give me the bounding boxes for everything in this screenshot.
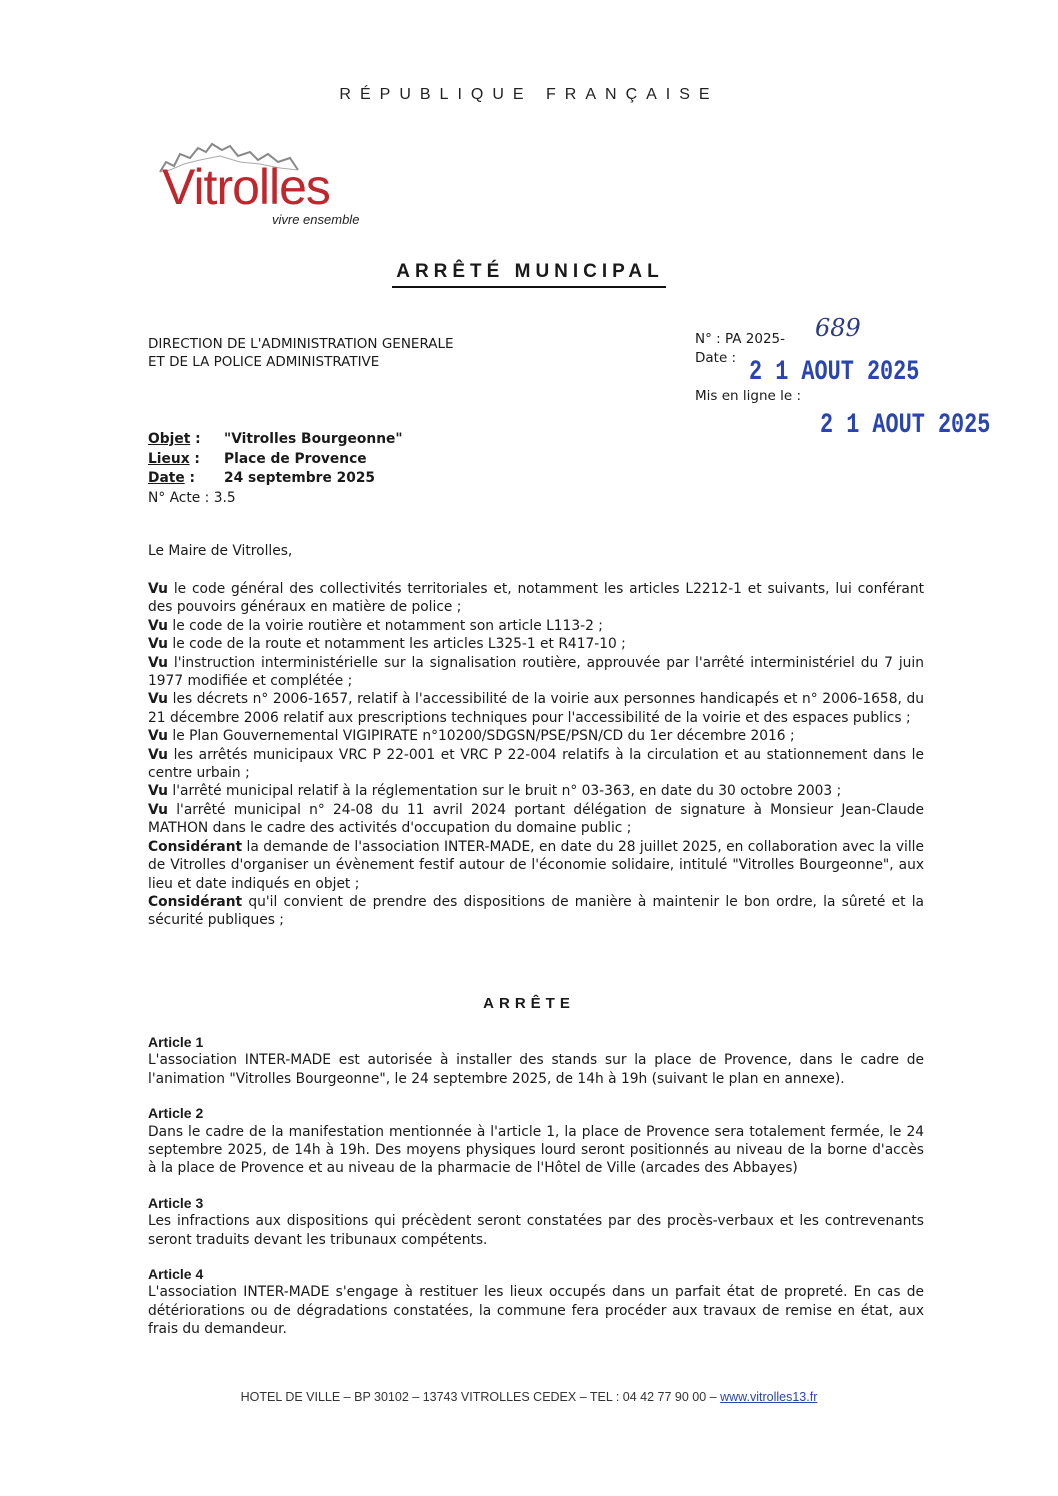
consideration-lead: Vu xyxy=(148,617,169,634)
consideration-item xyxy=(148,801,924,838)
consideration-lead: Vu xyxy=(148,746,169,763)
article xyxy=(148,1104,924,1178)
direction-line-1: DIRECTION DE L'ADMINISTRATION GENERALE xyxy=(148,336,454,352)
article xyxy=(148,1265,924,1339)
date-stamp: 2 1 AOUT 2025 xyxy=(749,357,920,388)
consideration-item xyxy=(148,782,924,800)
article-title: Article 4 xyxy=(148,1266,204,1283)
articles-list xyxy=(148,1033,924,1355)
consideration-item xyxy=(148,580,924,617)
footer xyxy=(0,1390,1058,1404)
article-text: Les infractions aux dispositions qui précèdent seront constatées par des procès-verbaux et les contrevenants seront traduits devant les tribunaux compétents. xyxy=(148,1213,924,1248)
consideration-text: la demande de l'association INTER-MADE, en date du 28 juillet 2025, en collaboration avec la ville de Vitrolles d'organiser un évènement festif autour de l'économie solidaire, intitulé "Vitrolles Bourgeonne", aux lieu et date indiqués en objet ; xyxy=(148,838,924,892)
consideration-text: qu'il convient de prendre des dispositions de manière à maintenir le bon ordre, la sûreté et la sécurité publiques ; xyxy=(148,893,924,929)
meta-objet-value: "Vitrolles Bourgeonne" xyxy=(224,431,403,447)
vitrolles-logo xyxy=(150,140,400,230)
meta-date-value: 24 septembre 2025 xyxy=(224,470,376,486)
consideration-lead: Vu xyxy=(148,636,169,653)
reference-online-label: Mis en ligne le : xyxy=(695,388,801,404)
consideration-text: l'arrêté municipal relatif à la réglementation sur le bruit n° 03-363, en date du 30 octobre 2003 ; xyxy=(168,783,842,800)
consideration-lead: Considérant xyxy=(148,838,243,855)
footer-address: HOTEL DE VILLE – BP 30102 – 13743 VITROLLES CEDEX – TEL : 04 42 77 90 00 – xyxy=(240,1390,721,1404)
article-text: L'association INTER-MADE est autorisée à installer des stands sur la place de Provence, dans le cadre de l'animation "Vitrolles Bourgeonne", le 24 septembre 2025, de 14h à 19h (suivant le plan en annexe). xyxy=(148,1052,924,1087)
consideration-text: les arrêtés municipaux VRC P 22-001 et VRC P 22-004 relatifs à la circulation et au stationnement dans le centre urbain ; xyxy=(148,746,924,782)
considerations-list xyxy=(148,580,924,930)
document-title xyxy=(0,261,1058,283)
logo-text: Vitrolles xyxy=(162,159,330,215)
meta-lieux-value: Place de Provence xyxy=(224,450,367,467)
reference-number-label: N° : PA 2025- xyxy=(695,331,786,347)
meta-date: Date : 24 septembre 2025 xyxy=(148,470,376,486)
meta-objet-label: Objet xyxy=(148,431,191,447)
consideration-item xyxy=(148,893,924,930)
consideration-text: le Plan Gouvernemental VIGIPIRATE n°10200/SDGSN/PSE/PSN/CD du 1er décembre 2016 ; xyxy=(168,728,795,745)
article-text: Dans le cadre de la manifestation mentionnée à l'article 1, la place de Provence sera totalement fermée, le 24 septembre 2025, de 14h à 19h. Des moyens physiques lourd seront positionnés au niveau de la borne d'accès à la place de Provence et au niveau de la pharmacie de l'Hôtel de Ville (arcades des Abbayes) xyxy=(148,1123,924,1177)
consideration-text: l'arrêté municipal n° 24-08 du 11 avril 2024 portant délégation de signature à Monsieur Jean-Claude MATHON dans le cadre des activités d'occupation du domaine public ; xyxy=(148,801,924,837)
consideration-text: le code de la route et notamment les articles L325-1 et R417-10 ; xyxy=(168,636,626,653)
arrete-heading: ARRÊTE xyxy=(483,995,575,1012)
footer-website-link[interactable]: www.vitrolles13.fr xyxy=(720,1390,818,1404)
consideration-item xyxy=(148,690,924,727)
meta-date-label: Date xyxy=(148,470,185,486)
consideration-item xyxy=(148,727,924,745)
article-title: Article 2 xyxy=(148,1105,204,1122)
meta-objet: Objet : "Vitrolles Bourgeonne" xyxy=(148,431,403,447)
article-title: Article 1 xyxy=(148,1034,204,1050)
handwritten-number: 689 xyxy=(815,314,861,342)
consideration-item xyxy=(148,635,924,653)
consideration-item xyxy=(148,838,924,893)
consideration-lead: Vu xyxy=(148,581,169,597)
consideration-item xyxy=(148,617,924,635)
meta-lieux-label: Lieux xyxy=(148,450,190,467)
direction-line-2: ET DE LA POLICE ADMINISTRATIVE xyxy=(148,354,380,370)
consideration-item xyxy=(148,654,924,691)
consideration-text: les décrets n° 2006-1657, relatif à l'accessibilité de la voirie aux personnes handicapés et n° 2006-1658, du 21 décembre 2006 relatif aux prescriptions techniques pour l'accessibilité de la voirie et des espaces publics ; xyxy=(148,691,924,726)
consideration-lead: Vu xyxy=(148,801,169,818)
meta-acte: N° Acte : 3.5 xyxy=(148,489,236,506)
article xyxy=(148,1194,924,1249)
logo-tagline: vivre ensemble xyxy=(272,212,360,227)
reference-date-label: Date : xyxy=(695,350,737,366)
consideration-lead: Vu xyxy=(148,691,169,708)
online-date-stamp: 2 1 AOUT 2025 xyxy=(820,410,991,441)
greeting: Le Maire de Vitrolles, xyxy=(148,543,293,559)
consideration-text: le code de la voirie routière et notamment son article L113-2 ; xyxy=(168,617,603,634)
consideration-lead: Vu xyxy=(148,654,169,671)
republique-header: RÉPUBLIQUE FRANÇAISE xyxy=(339,86,719,103)
article-text: L'association INTER-MADE s'engage à restituer les lieux occupés dans un parfait état de propreté. En cas de détériorations ou de dégradations constatées, la commune fera procéder aux travaux de remise en état, aux frais du demandeur. xyxy=(148,1284,924,1338)
article-title: Article 3 xyxy=(148,1194,204,1211)
consideration-lead: Vu xyxy=(148,783,169,800)
consideration-item xyxy=(148,746,924,783)
consideration-text: l'instruction interministérielle sur la signalisation routière, approuvée par l'arrêté interministériel du 7 juin 1977 modifiée et complétée ; xyxy=(148,654,924,690)
consideration-lead: Vu xyxy=(148,728,169,745)
meta-block xyxy=(148,430,403,508)
article xyxy=(148,1033,924,1088)
consideration-lead: Considérant xyxy=(148,893,243,910)
meta-lieux: Lieux : Place de Provence xyxy=(148,450,367,467)
direction-block xyxy=(148,335,454,371)
document-title-text: ARRÊTÉ MUNICIPAL xyxy=(392,261,666,288)
consideration-text: le code général des collectivités territoriales et, notamment les articles L2212-1 et suivants, lui conférant des pouvoirs généraux en matière de police ; xyxy=(148,581,924,616)
